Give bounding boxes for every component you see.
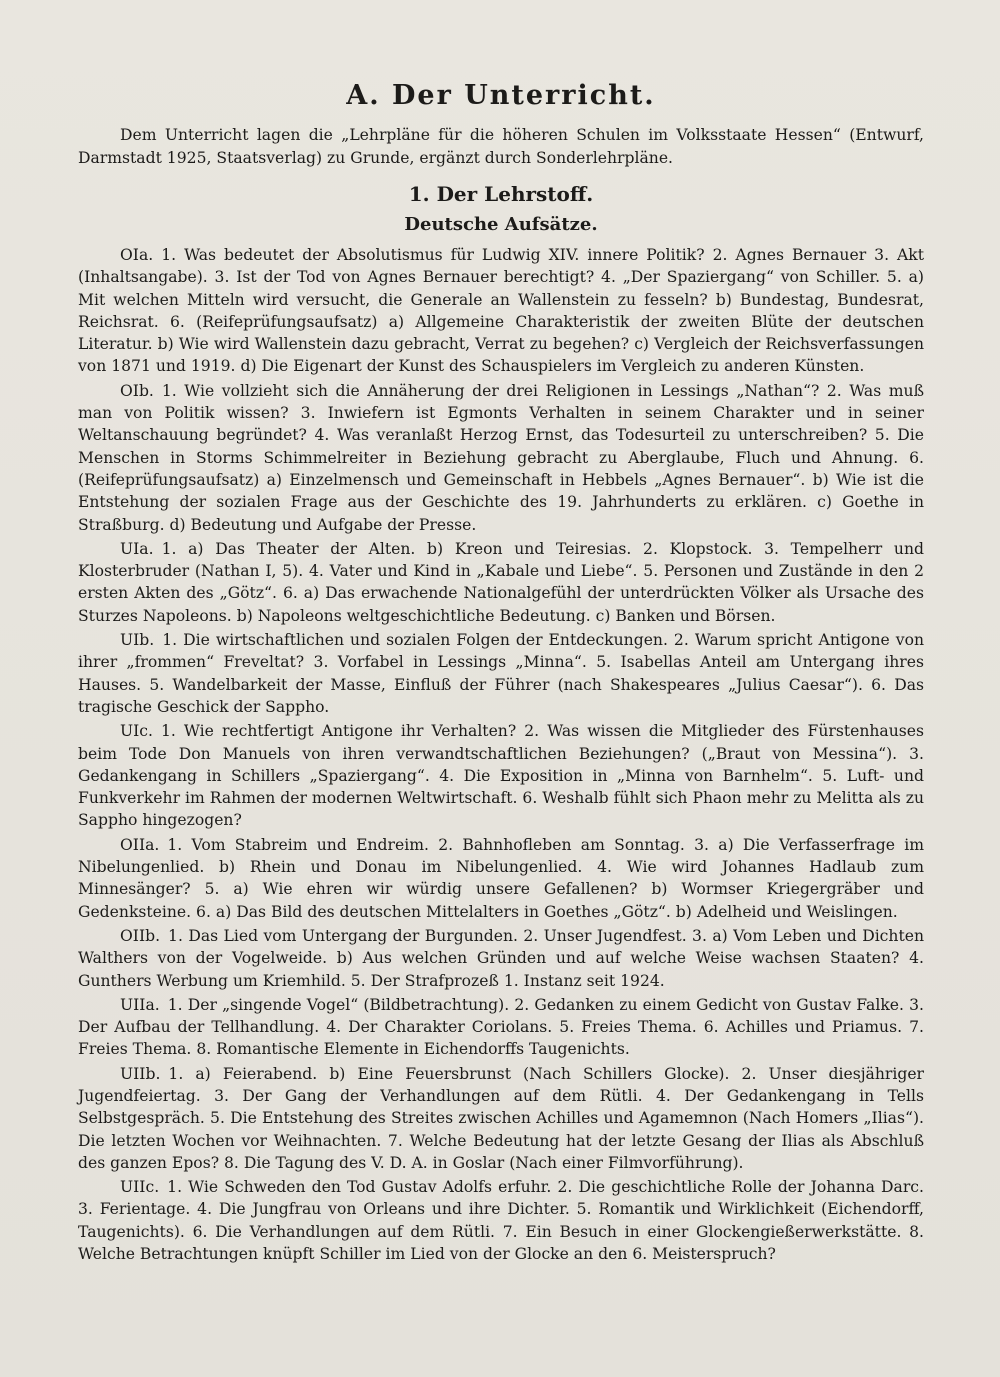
class-label: OIa. <box>120 246 154 264</box>
intro-paragraph: Dem Unterricht lagen die „Lehrpläne für die höheren Schulen im Volksstaate Hessen“ (Entwurf, Darmstadt 1925, Staatsverlag) zu Grunde, ergänzt durch Sonderlehrpläne. <box>78 126 924 167</box>
page-heading: A. Der Unterricht. <box>346 80 656 111</box>
subsection-title: Deutsche Aufsätze. <box>404 214 598 235</box>
essay-entry-uia <box>78 538 924 627</box>
class-label: UIIb. <box>120 1064 161 1083</box>
class-label: UIa. <box>120 539 154 558</box>
essay-topic-list <box>78 244 924 1265</box>
essay-entry-oiib <box>78 925 924 992</box>
class-label: UIc. <box>120 722 153 741</box>
essay-entry-oia <box>78 244 924 378</box>
topic-text: 1. a) Feierabend. b) Eine Feuersbrunst (Nach Schillers Glocke). 2. Unser diesjähriger Jugendfeiertag. 3. Der Gang der Verhandlungen auf dem Rütli. 4. Der Gedankengang in Tells Selbstgespräch. 5. Die Entstehung des Streites zwischen Achilles und Agamemnon (Nach Homers „Ilias“). Die letzten Wochen vor Weihnachten. 7. Welche Bedeutung hat der letzte Gesang der Ilias als Abschluß des ganzen Epos? 8. Die Tagung des V. D. A. in Goslar (Nach einer Filmvorführung). <box>78 1064 924 1172</box>
class-label: UIIa. <box>120 995 160 1014</box>
essay-entry-oib <box>78 380 924 536</box>
page-content <box>78 78 924 1267</box>
essay-entry-uib <box>78 629 924 718</box>
topic-text: 1. Wie Schweden den Tod Gustav Adolfs erfuhr. 2. Die geschichtliche Rolle der Johanna Darc. 3. Ferientage. 4. Die Jungfrau von Orleans und ihre Dichter. 5. Romantik und Wirklichkeit (Eichendorff, Taugenichts). 6. Die Verhandlungen auf dem Rütli. 7. Ein Besuch in einer Glockengießerwerkstätte. 8. Welche Betrachtungen knüpft Schiller im Lied von der Glocke an den 6. Meisterspruch? <box>78 1178 924 1264</box>
topic-text: 1. Die wirtschaftlichen und sozialen Folgen der Entdeckungen. 2. Warum spricht Antigone von ihrer „frommen“ Freveltat? 3. Vorfabel in Lessings „Minna“. 5. Isabellas Anteil am Untergang ihres Hauses. 5. Wandelbarkeit der Masse, Einfluß der Führer (nach Shakespeares „Julius Caesar“). 6. Das tragische Geschick der Sappho. <box>78 631 924 716</box>
topic-text: 1. Wie vollzieht sich die Annäherung der drei Religionen in Lessings „Nathan“? 2. Was muß man von Politik wissen? 3. Inwiefern ist Egmonts Verhalten in seinem Charakter und in seiner Weltanschauung begründet? 4. Was veranlaßt Herzog Ernst, das Todesurteil zu unterschreiben? 5. Die Menschen in Storms Schimmelreiter in Beziehung gebracht zu Aberglaube, Fluch und Ahnung. 6. (Reifeprüfungsaufsatz) a) Einzelmensch und Gemeinschaft in Hebbels „Agnes Bernauer“. b) Wie ist die Entstehung der sozialen Frage aus der Geschichte des 19. Jahrhunderts zu erklären. c) Goethe in Straßburg. d) Bedeutung und Aufgabe der Presse. <box>78 381 924 534</box>
class-label: UIb. <box>120 631 155 650</box>
topic-text: 1. Was bedeutet der Absolutismus für Ludwig XIV. innere Politik? 2. Agnes Bernauer 3. Akt (Inhaltsangabe). 3. Ist der Tod von Agnes Bernauer berechtigt? 4. „Der Spaziergang“ von Schiller. 5. a) Mit welchen Mitteln wird versucht, die Generale an Wallenstein zu fesseln? b) Bundestag, Bundesrat, Reichsrat. 6. (Reifeprüfungsaufsatz) a) Allgemeine Charakteristik der zweiten Blüte der deutschen Literatur. b) Wie wird Wallenstein dazu gebracht, Verrat zu begehen? c) Vergleich der Reichsverfassungen von 1871 und 1919. d) Die Eigenart der Kunst des Schauspielers im Vergleich zu anderen Künsten. <box>78 246 924 376</box>
topic-text: 1. Wie rechtfertigt Antigone ihr Verhalten? 2. Was wissen die Mitglieder des Fürstenhauses beim Tode Don Manuels von ihren verwandtschaftlichen Beziehungen? („Braut von Messina“). 3. Gedankengang in Schillers „Spaziergang“. 4. Die Exposition in „Minna von Barnhelm“. 5. Luft- und Funkverkehr im Rahmen der modernen Weltwirtschaft. 6. Weshalb fühlt sich Phaon mehr zu Melitta als zu Sappho hingezogen? <box>78 722 924 830</box>
topic-text: 1. Vom Stabreim und Endreim. 2. Bahnhofleben am Sonntag. 3. a) Die Verfasserfrage im Nibelungenlied. b) Rhein und Donau im Nibelungenlied. 4. Wie wird Johannes Hadlaub zum Minnesänger? 5. a) Wie ehren wir würdig unsere Gefallenen? b) Wormser Kriegergräber und Gedenksteine. 6. a) Das Bild des deutschen Mittelalters in Goethes „Götz“. b) Adelheid und Weislingen. <box>78 835 924 921</box>
essay-entry-uiib <box>78 1063 924 1174</box>
topic-text: 1. Der „singende Vogel“ (Bildbetrachtung). 2. Gedanken zu einem Gedicht von Gustav Falke. 3. Der Aufbau der Tellhandlung. 4. Der Charakter Coriolans. 5. Freies Thema. 6. Achilles und Priamus. 7. Freies Thema. 8. Romantische Elemente in Eichendorffs Taugenichts. <box>78 995 924 1059</box>
essay-entry-oiia <box>78 834 924 923</box>
class-label: OIIb. <box>120 926 161 945</box>
essay-entry-uiia <box>78 994 924 1061</box>
class-label: OIb. <box>120 381 154 400</box>
essay-entry-uiic <box>78 1176 924 1265</box>
class-label: OIIa. <box>120 835 160 854</box>
essay-entry-uic <box>78 720 924 831</box>
topic-text: 1. Das Lied vom Untergang der Burgunden. 2. Unser Jugendfest. 3. a) Vom Leben und Dichten Walthers von der Vogelweide. b) Aus welchen Gründen und auf welche Weise wachsen Staaten? 4. Gunthers Werbung um Kriemhild. 5. Der Strafprozeß 1. Instanz seit 1924. <box>78 926 924 990</box>
topic-text: 1. a) Das Theater der Alten. b) Kreon und Teiresias. 2. Klopstock. 3. Tempelherr und Klosterbruder (Nathan I, 5). 4. Vater und Kind in „Kabale und Liebe“. 5. Personen und Zustände in den 2 ersten Akten des „Götz“. 6. a) Das erwachende Nationalgefühl der unterdrückten Völker als Ursache des Sturzes Napoleons. b) Napoleons weltgeschichtliche Bedeutung. c) Banken und Börsen. <box>78 539 924 625</box>
section-title: 1. Der Lehrstoff. <box>408 182 594 206</box>
class-label: UIIc. <box>120 1178 160 1197</box>
